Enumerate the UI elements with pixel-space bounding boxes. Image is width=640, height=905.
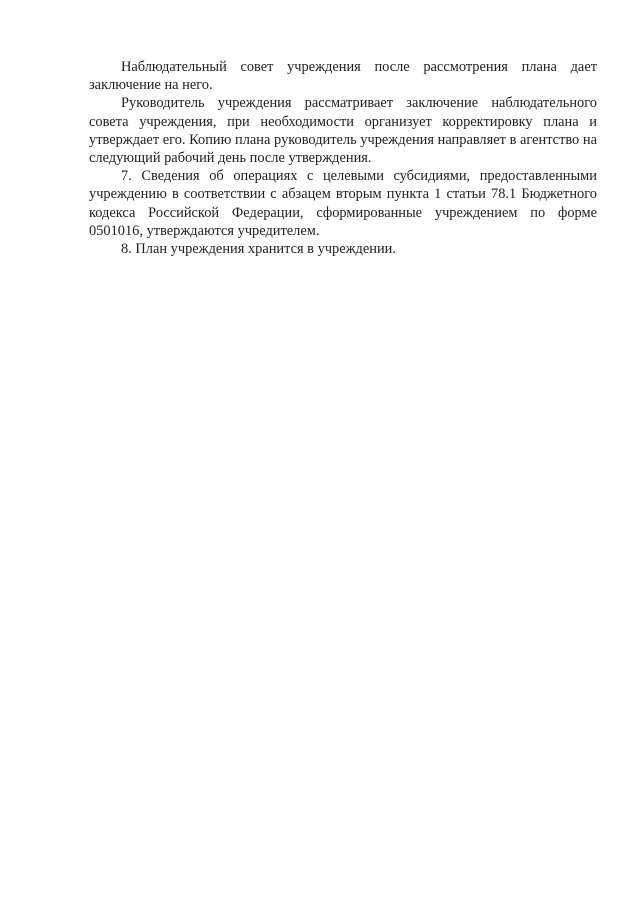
paragraph-supervisory-board-conclusion: Наблюдательный совет учреждения после рассмотрения плана дает заключение на него.	[89, 59, 597, 94]
paragraph-item-8-storage: 8. План учреждения хранится в учреждении.	[121, 241, 396, 258]
paragraph-item-7-subsidies: 7. Сведения об операциях с целевыми субсидиями, предоставленными учреждению в соответствии с абзацем вторым пункта 1 статьи 78.1 Бюджетного кодекса Российской Федерации, сформированные учреждением по форме 0501016, утверждаются учредителем.	[89, 168, 597, 239]
document-body	[89, 58, 597, 258]
paragraph-head-approval: Руководитель учреждения рассматривает заключение наблюдательного совета учреждения, при необходимости организует корректировку плана и утверждает его. Копию плана руководитель учреждения направляет в агентство на следующий рабочий день после утверждения.	[89, 95, 597, 167]
